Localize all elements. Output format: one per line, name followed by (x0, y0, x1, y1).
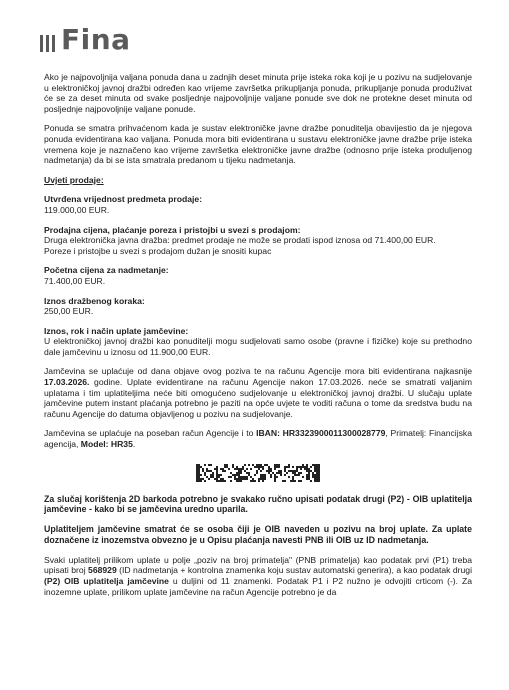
logo-bars-icon (40, 35, 55, 52)
sale-price-text: Druga elektronička javna dražba: predmet prodaje ne može se prodati ispod iznosa od 71.400,00 EUR. (44, 235, 436, 246)
2d-barcode (196, 464, 320, 482)
sale-price-label: Prodajna cijena, plaćanje poreza i pristojbi u svezi s prodajom: (44, 224, 301, 235)
taxes-text: Poreze i pristojbe u svezi s prodajom dužan je snositi kupac (44, 245, 272, 256)
conditions-heading: Uvjeti prodaje: (44, 174, 104, 185)
p2-label: (P2) OIB uplatitelja jamčevine (44, 576, 169, 586)
paragraph-acceptance: Ponuda se smatra prihvaćenom kada je sustav elektroničke javne dražbe ponuditelja obavijestio da je njegova ponuda evidentirana kao valjana. Ponuda mora biti evidentirana u sustavu elektroničke javne dražbe prije isteka vremena koje je naznačeno kao vrijeme završetka elektroničke javne dražbe (odnosno prije isteka produljenog nadmetanja) da bi se ista smatrala predanom u tijeku nadmetanja. (44, 123, 472, 166)
estimated-value: 119.000,00 EUR. (44, 204, 110, 215)
logo-text: Fina (61, 23, 131, 56)
reference-number: 568929 (88, 565, 117, 576)
fina-logo (40, 23, 131, 56)
payment-reference-paragraph: Svaki uplatitelj prilikom uplate u polje „poziv na broj primatelja" (PNB primatelja) kao podatak prvi (P1) treba upisati broj 568929 (ID nadmetanja + kontrolna znamenka koju sustav automatski generira), a kao podatak drugi (P2) OIB uplatitelja jamčevine u duljini od 11 znamenki. Podatak P1 i P2 nužno je odvojiti crticom (-). Za inozemne uplate, prilikom uplate jamčevine na račun Agencije potrebno je da (44, 554, 472, 597)
deposit-label: Iznos, rok i način uplate jamčevine: (44, 325, 189, 336)
estimated-value-label: Utvrđena vrijednost predmeta prodaje: (44, 194, 203, 205)
deposit-deadline-paragraph: Jamčevina se uplaćuje od dana objave ovog poziva te na računu Agencije mora biti evidentirana najkasnije 17.03.2026. godine. Uplate evidentirane na računu Agencije nakon 17.03.2026. neće se smatrati valjanim uplatama i tim uplatiteljima neće biti omogućeno sudjelovanje u elektroničkoj javnoj dražbi. U slučaju uplate jamčevine putem instant plaćanja potrebno je paziti na opće uvjete te voditi računa o tome da sredstva budu na računu Agencije do datuma objavljenog u pozivu na sudjelovanje. (44, 366, 472, 419)
deposit-text: U elektroničkoj javnoj dražbi kao ponuditelji mogu sudjelovati samo osobe (pravne i fizičke) koje su prethodno dale jamčevinu u iznosu od 11.900,00 EUR. (44, 336, 472, 357)
payer-notice: Uplatiteljem jamčevine smatrat će se osoba čiji je OIB naveden u pozivu na broj uplate. Za uplate doznačene iz inozemstva obvezno je u Opisu plaćanja navesti PNB ili OIB uz ID nadmetanja. (44, 524, 472, 546)
document-body (44, 72, 472, 597)
iban-value: IBAN: HR3323900011300028779 (256, 428, 386, 439)
deposit-deadline-date: 17.03.2026. (44, 377, 90, 388)
starting-price-label: Početna cijena za nadmetanje: (44, 265, 169, 276)
payment-model: Model: HR35 (80, 439, 133, 450)
barcode-notice: Za slučaj korištenja 2D barkoda potrebno je svakako ručno upisati podatak drugi (P2) - OIB uplatitelja jamčevine - kako bi se jamčevina uredno uparila. (44, 493, 472, 515)
bid-step: 250,00 EUR. (44, 306, 94, 317)
iban-paragraph: Jamčevina se uplaćuje na poseban račun Agencije i to IBAN: HR3323900011300028779, Primatelj: Financijska agencija, Model: HR35. (44, 428, 472, 450)
starting-price: 71.400,00 EUR. (44, 275, 106, 286)
bid-step-label: Iznos dražbenog koraka: (44, 295, 145, 306)
paragraph-extension: Ako je najpovoljnija valjana ponuda dana u zadnjih deset minuta prije isteka roka koji je u pozivu na sudjelovanje u elektroničkoj javnoj dražbi određen kao vrijeme završetka prikupljanja ponuda, prikupljanje ponuda produživat će se za deset minuta od svake posljednje najpovoljnije valjane ponude sve dok ne protekne deset minuta od posljednje najpovoljnije valjane ponude. (44, 72, 472, 114)
